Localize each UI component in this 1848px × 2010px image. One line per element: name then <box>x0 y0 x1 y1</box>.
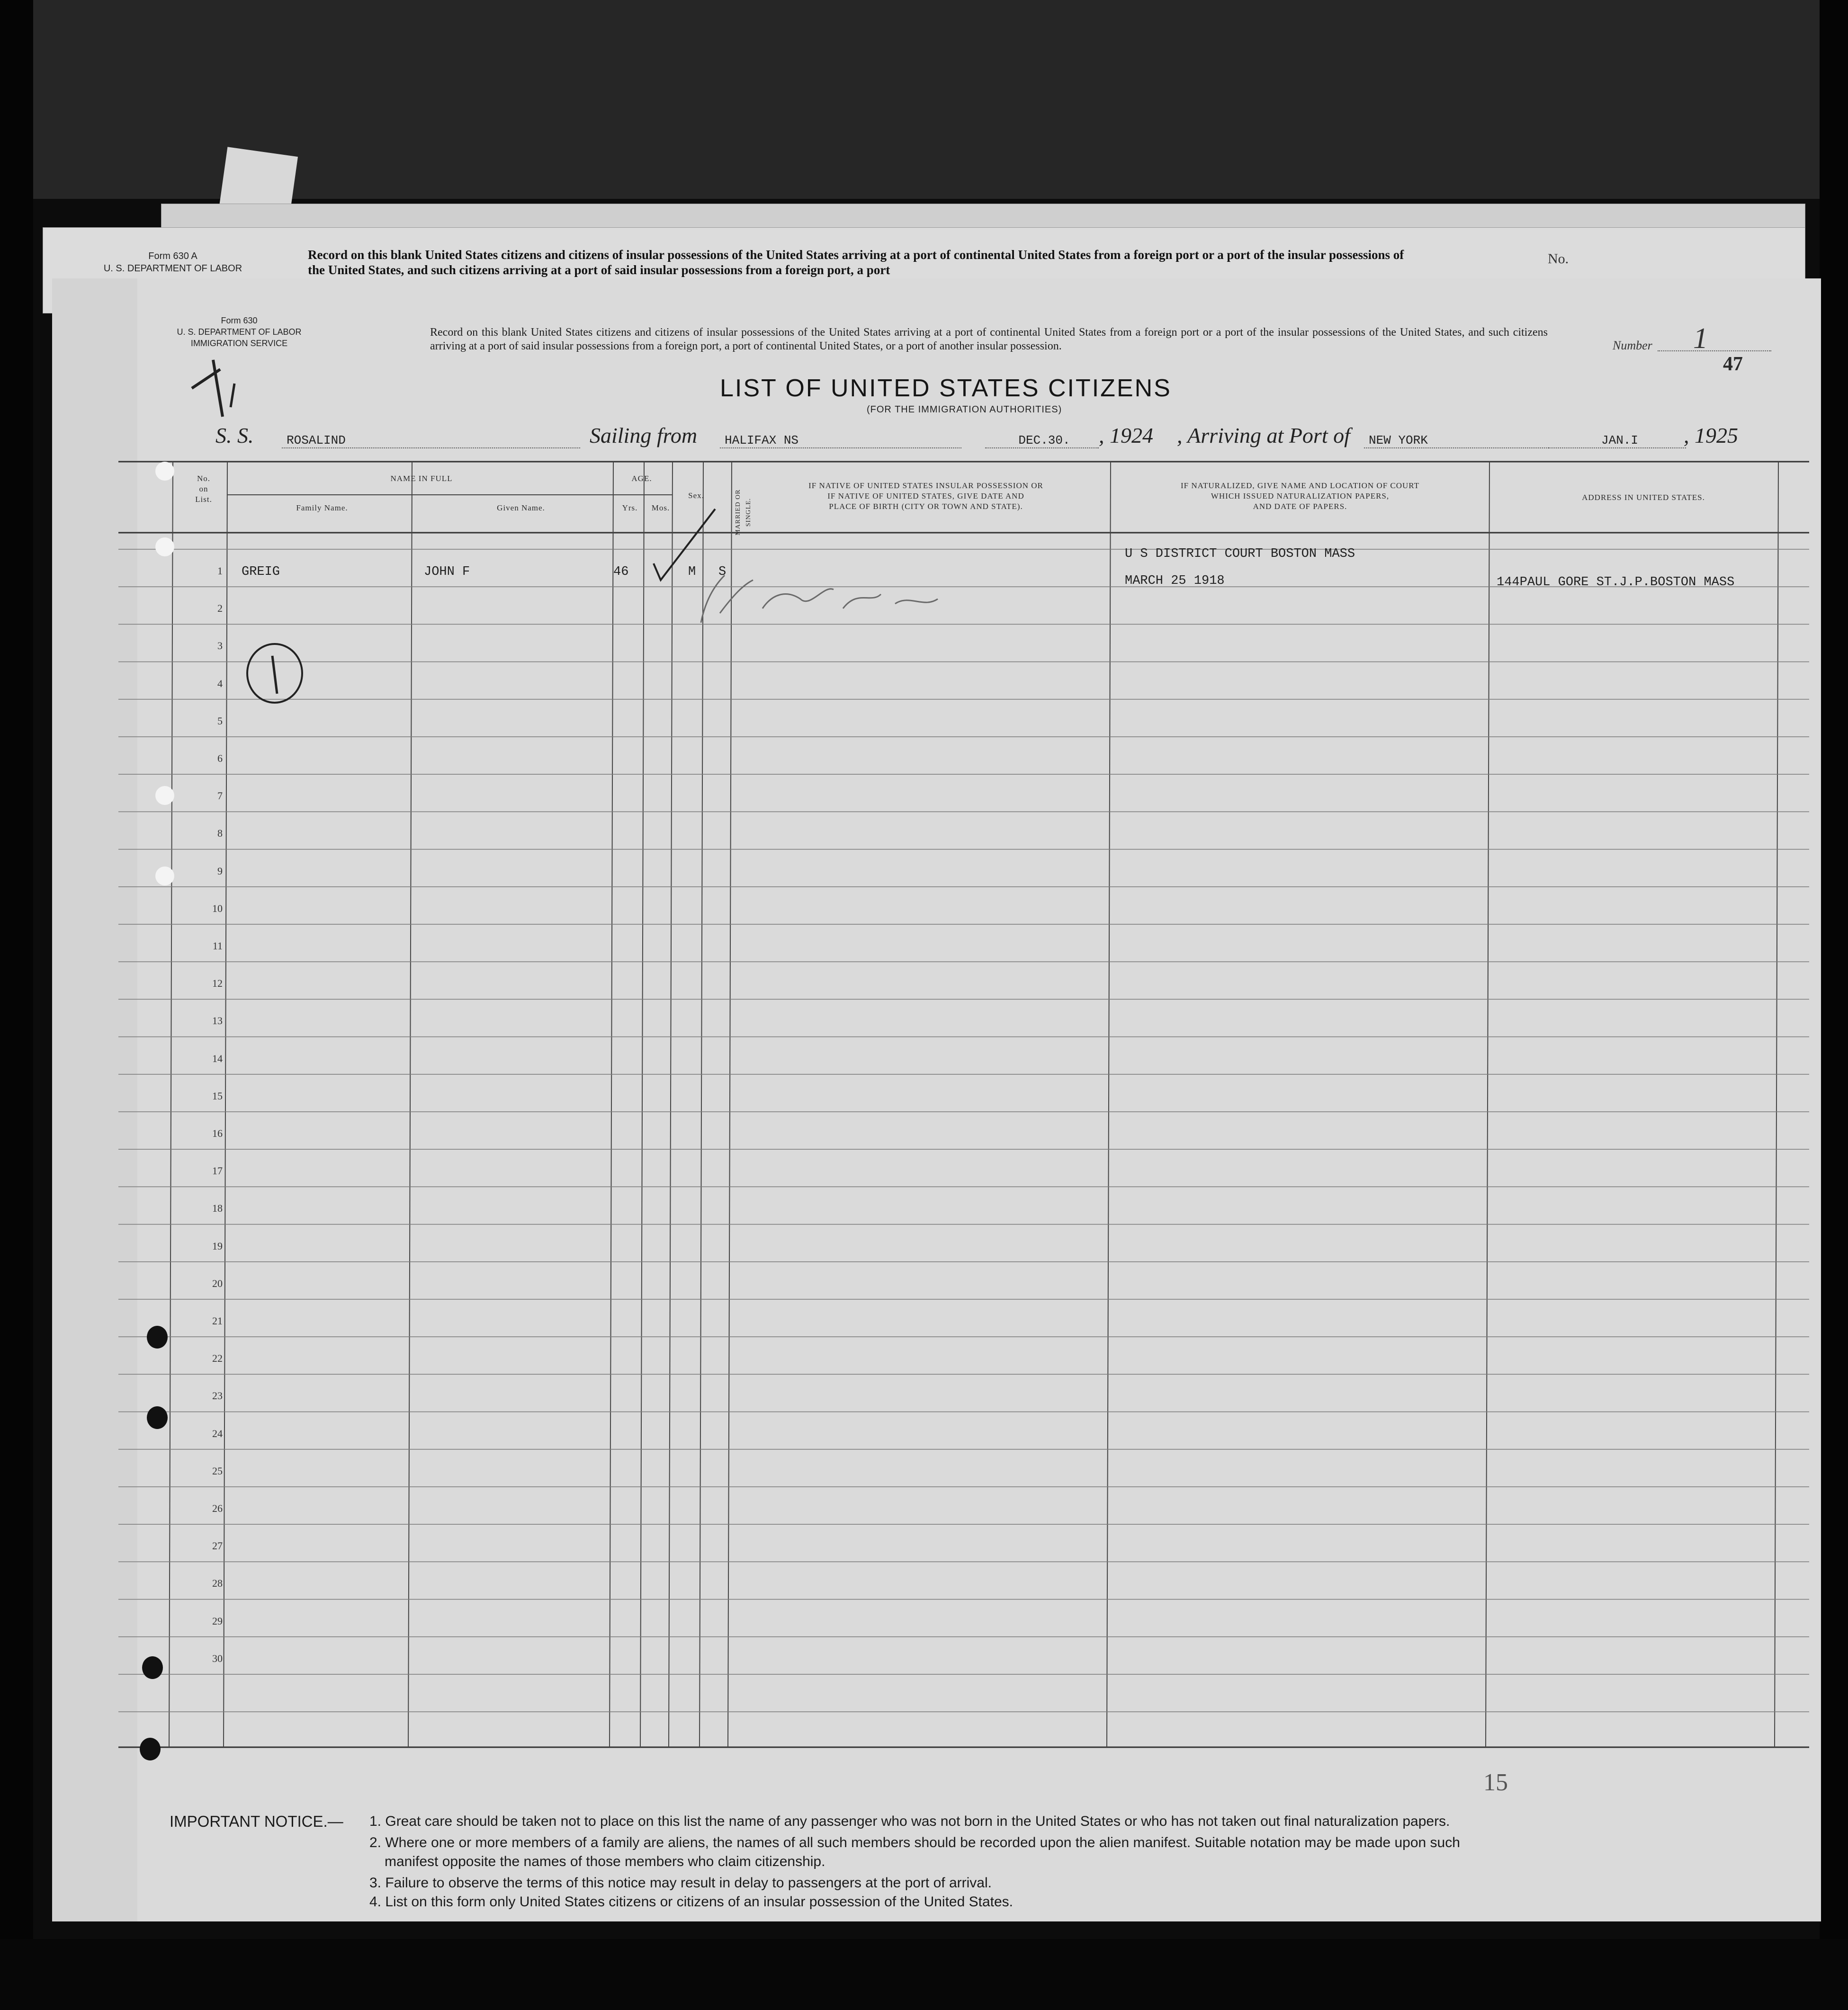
notice-2: 2. Where one or more members of a family are aliens, the names of all such members should be recorded upon the alien manifest. Suitable notation may be made upon such <box>369 1835 1460 1850</box>
sailing-label: Sailing from <box>590 423 698 447</box>
row-number: 2 <box>217 602 223 615</box>
handwritten-circled-one <box>239 639 310 710</box>
arrival-year: , 1925 <box>1684 423 1738 447</box>
grid-line <box>1486 462 1489 1747</box>
row-number: 20 <box>212 1277 223 1289</box>
grid-line <box>169 462 173 1747</box>
row-number: 27 <box>212 1540 223 1552</box>
row-number: 12 <box>212 977 223 990</box>
row-number: 15 <box>212 1090 223 1102</box>
arriving-label: , Arriving at Port of <box>1177 423 1350 447</box>
header-family-name: Family Name. <box>296 503 348 512</box>
header-no-on-list: No. on List. <box>195 474 212 504</box>
ship-label: S. S. <box>215 423 254 447</box>
header-married-single: MARRIED OR SINGLE. <box>735 489 752 536</box>
row-1-given-name: JOHN F <box>424 565 470 579</box>
notice-4: 4. List on this form only United States citizens or citizens of an insular possession of the United States. <box>369 1894 1014 1910</box>
row-number: 28 <box>212 1577 223 1590</box>
grid-line <box>1775 462 1778 1747</box>
row-number: 19 <box>212 1240 223 1252</box>
underlying-no-label: No. <box>1548 251 1569 267</box>
departure-date-field: DEC.30. <box>985 433 1099 448</box>
grid-line <box>610 462 613 1747</box>
row-1-family-name: GREIG <box>242 565 280 579</box>
record-instructions: Record on this blank United States citizens and citizens of insular possessions of the United States arriving at a port of continental United States from a foreign port or a port of the insular possessions of the United States, and such citizens arriving at a port of said insular possessions from a foreign port, a port of continental United States, or a port of another insular possession. <box>430 326 1548 352</box>
number-label: Number <box>1613 339 1652 352</box>
row-1-age-years: 46 <box>613 565 629 579</box>
stamped-number: 47 <box>1723 353 1743 375</box>
grid-line <box>669 462 673 1747</box>
row-number: 11 <box>212 940 223 952</box>
row-number: 16 <box>212 1127 223 1139</box>
row-1-sex: M <box>688 565 696 579</box>
form-identifier: Form 630 U. S. DEPARTMENT OF LABOR IMMIGRATION SERVICE <box>177 316 302 348</box>
binding-hole <box>147 1326 168 1349</box>
row-1-naturalization-court: U S DISTRICT COURT BOSTON MASS <box>1125 547 1355 561</box>
important-notice-heading: IMPORTANT NOTICE.— <box>170 1813 343 1830</box>
row-number: 17 <box>212 1165 223 1177</box>
row-number: 6 <box>217 752 223 764</box>
binding-hole <box>142 1656 163 1679</box>
grid-line <box>640 462 644 1747</box>
notice-3: 3. Failure to observe the terms of this notice may result in delay to passengers at the port of arrival. <box>369 1875 992 1891</box>
row-number: 22 <box>212 1352 223 1365</box>
row-number: 7 <box>217 790 223 802</box>
row-number: 10 <box>212 902 223 914</box>
grid-line <box>1107 462 1111 1747</box>
row-number: 13 <box>212 1015 223 1027</box>
header-given-name: Given Name. <box>497 503 545 512</box>
header-sex: Sex. <box>688 491 704 500</box>
row-number: 21 <box>212 1315 223 1327</box>
grid-line <box>224 462 227 1747</box>
row-number: 9 <box>217 865 223 877</box>
number-value: 1 <box>1693 322 1708 355</box>
arrival-date-field: JAN.I <box>1549 433 1686 448</box>
grid-line <box>700 462 703 1747</box>
page-number: 15 <box>1483 1769 1508 1796</box>
sailing-from-field: HALIFAX NS <box>720 433 961 448</box>
header-native: IF NATIVE OF UNITED STATES INSULAR POSSESSION OR IF NATIVE OF UNITED STATES, GIVE DATE AND PLACE OF BIRTH (CITY OR TOWN AND STATE). <box>808 481 1043 511</box>
row-number: 29 <box>212 1615 223 1627</box>
underlying-form-id: Form 630 A U. S. DEPARTMENT OF LABOR <box>103 251 242 274</box>
row-number: 14 <box>212 1052 223 1064</box>
row-number: 5 <box>217 715 223 727</box>
row-number: 23 <box>212 1390 223 1402</box>
row-1-address: 144PAUL GORE ST.J.P.BOSTON MASS <box>1497 575 1735 590</box>
header-age: AGE. <box>631 474 652 483</box>
page-title: LIST OF UNITED STATES CITIZENS <box>720 375 1172 402</box>
grid-line <box>408 462 412 1747</box>
binding-hole <box>140 1738 161 1760</box>
notice-2-continued: manifest opposite the names of those members who claim citizenship. <box>385 1854 825 1869</box>
row-number: 18 <box>212 1202 223 1215</box>
handwritten-annotation <box>691 556 957 637</box>
header-address: ADDRESS IN UNITED STATES. <box>1582 493 1705 502</box>
punch-hole <box>155 867 174 885</box>
row-1-naturalization-date: MARCH 25 1918 <box>1125 574 1225 588</box>
row-number: 25 <box>212 1465 223 1477</box>
underlying-record-text: Record on this blank United States citizens and citizens of insular possessions of the United States arriving at a port of continental United States from a foreign port or a port of the insular possessions of the United States, and such citizens arriving at a port of said insular possessions from a foreign port, a port <box>308 248 1404 277</box>
row-number: 1 <box>217 565 223 577</box>
page-subtitle: (FOR THE IMMIGRATION AUTHORITIES) <box>867 404 1062 415</box>
row-number: 30 <box>212 1652 223 1664</box>
ship-name-field: ROSALIND <box>282 433 580 448</box>
punch-hole <box>155 537 174 556</box>
header-naturalized: IF NATURALIZED, GIVE NAME AND LOCATION OF COURT WHICH ISSUED NATURALIZATION PAPERS, AND DATE OF PAPERS. <box>1180 481 1420 511</box>
arrival-port-field: NEW YORK <box>1364 433 1549 448</box>
punch-hole <box>155 462 174 481</box>
notice-1: 1. Great care should be taken not to place on this list the name of any passenger who was not born in the United States or who has not taken out final naturalization papers. <box>369 1813 1450 1829</box>
row-number: 24 <box>212 1427 223 1439</box>
punch-hole <box>155 786 174 805</box>
row-number: 3 <box>217 640 223 652</box>
header-mos: Mos. <box>651 503 670 512</box>
row-number: 4 <box>217 677 223 689</box>
row-1-marital-status: S <box>718 565 727 579</box>
row-number: 26 <box>212 1502 223 1514</box>
grid-line <box>728 462 732 1747</box>
row-number: 8 <box>217 827 223 840</box>
binding-hole <box>147 1406 168 1429</box>
header-name-in-full: NAME IN FULL <box>390 474 453 483</box>
departure-year: , 1924 <box>1099 423 1153 447</box>
header-yrs: Yrs. <box>622 503 638 512</box>
